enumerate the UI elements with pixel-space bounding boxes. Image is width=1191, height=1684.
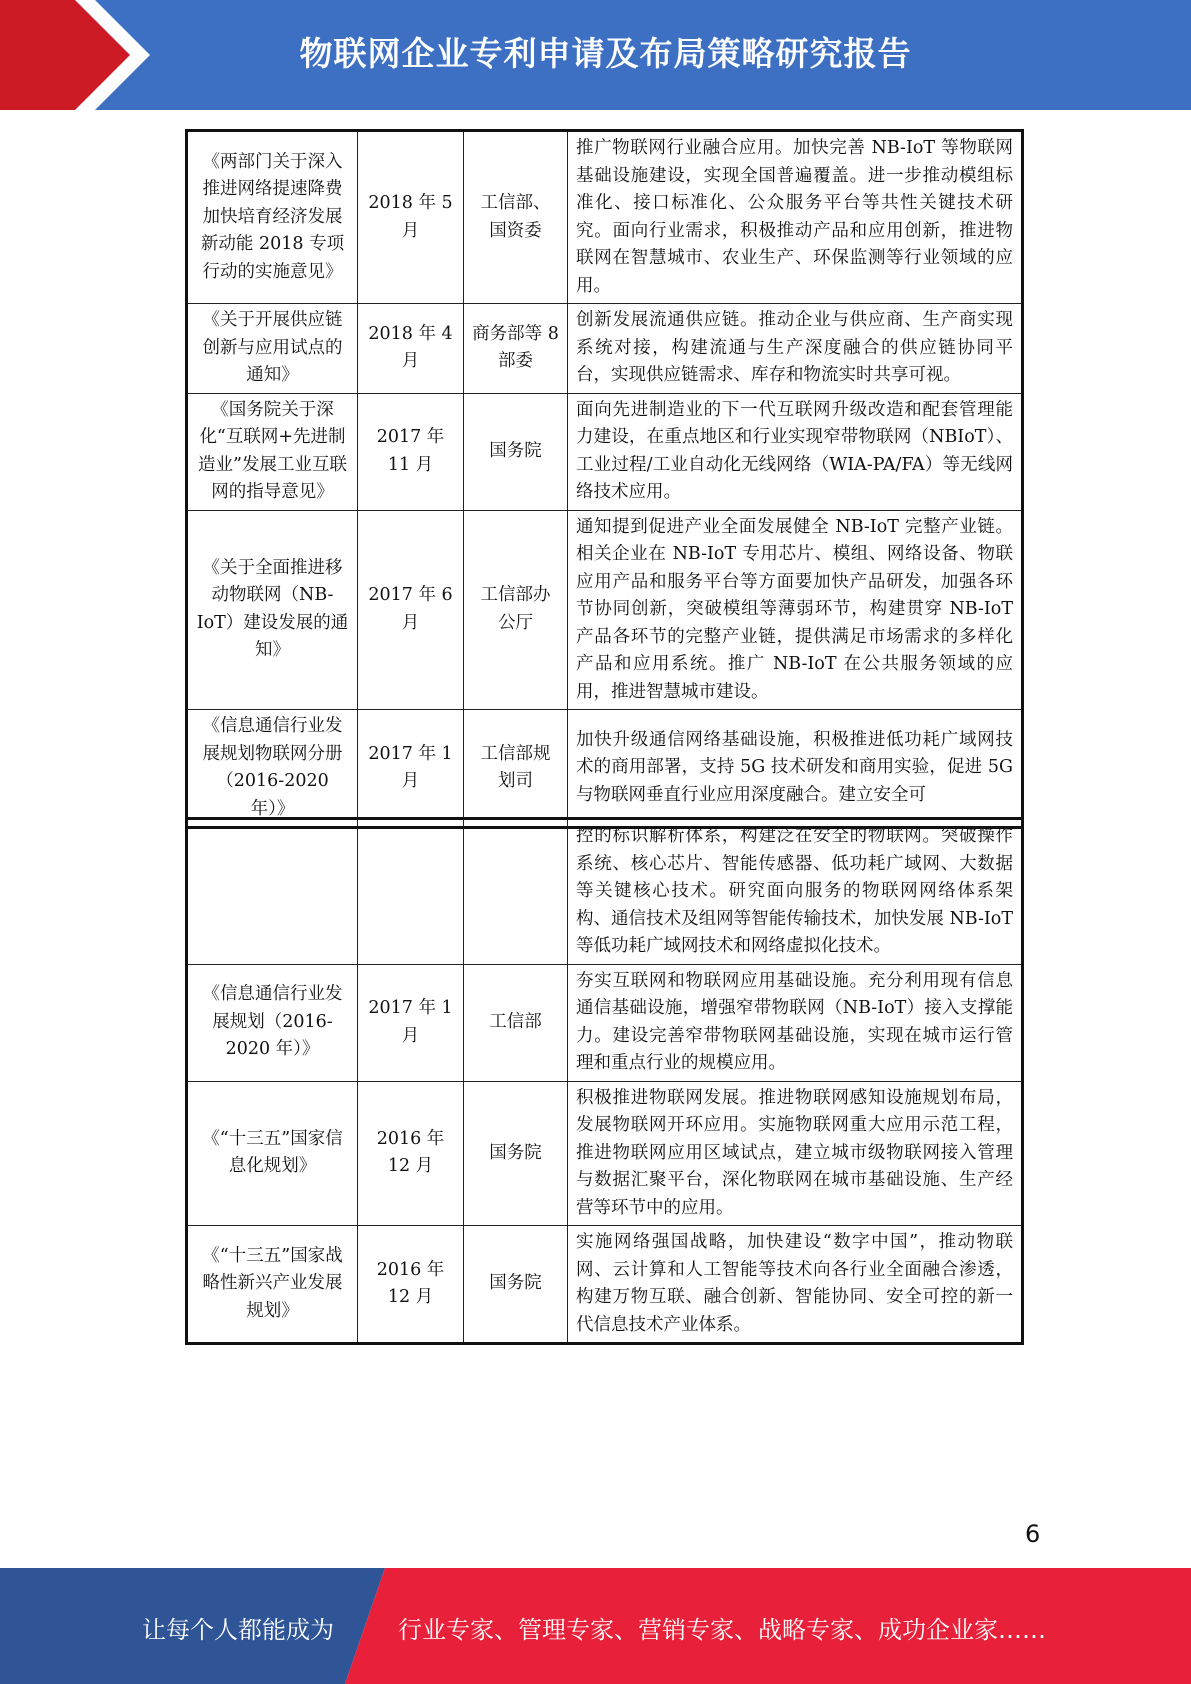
footer-slogan-right: 行业专家、管理专家、营销专家、战略专家、成功企业家…… [398,1616,1046,1644]
policy-document-name: 《关于开展供应链创新与应用试点的通知》 [187,304,358,394]
policy-content: 推广物联网行业融合应用。加快完善 NB-IoT 等物联网基础设施建设，实现全国普遍覆盖。进一步推动模组标准化、接口标准化、公众服务平台等共性关键技术研究。面向行业需求，积极推动产品和应用创新，推进物联网在智慧城市、农业生产、环保监测等行业领域的应用。 [568,131,1023,304]
table-row [187,304,1023,394]
policy-document-name: 《两部门关于深入推进网络提速降费加快培育经济发展新动能 2018 专项行动的实施意见》 [187,131,358,304]
policy-issuer [464,819,568,965]
policy-date: 2018 年 5 月 [358,131,464,304]
policy-issuer: 工信部、国资委 [464,131,568,304]
policy-content: 创新发展流通供应链。推动企业与供应商、生产商实现系统对接，构建流通与生产深度融合的供应链协同平台，实现供应链需求、库存和物流实时共享可视。 [568,304,1023,394]
report-title: 物联网企业专利申请及布局策略研究报告 [299,34,912,73]
policy-document-name: 《信息通信行业发展规划物联网分册（2016-2020 年）》 [187,710,358,828]
policy-content: 加快升级通信网络基础设施，积极推进低功耗广域网技术的商用部署，支持 5G 技术研发和商用实验，促进 5G 与物联网垂直行业应用深度融合。建立安全可 [568,710,1023,828]
page-number: 6 [1025,1520,1041,1548]
table-row [187,1081,1023,1226]
footer-slogan-left: 让每个人都能成为 [142,1616,334,1644]
table-row [187,393,1023,510]
policy-table-part2 [185,817,1024,1345]
policy-table-part1 [185,129,1024,829]
policy-content: 夯实互联网和物联网应用基础设施。充分利用现有信息通信基础设施，增强窄带物联网（NB-IoT）接入支撑能力。建设完善窄带物联网基础设施，实现在城市运行管理和重点行业的规模应用。 [568,964,1023,1081]
policy-content: 通知提到促进产业全面发展健全 NB-IoT 完整产业链。相关企业在 NB-IoT 专用芯片、模组、网络设备、物联应用产品和服务平台等方面要加快产品研发，加强各环节协同创新，突破模组等薄弱环节，构建贯穿 NB-IoT 产品各环节的完整产业链，提供满足市场需求的多样化产品和应用系统。推广 NB-IoT 在公共服务领域的应用，推进智慧城市建设。 [568,510,1023,710]
table-row [187,964,1023,1081]
policy-issuer: 工信部办公厅 [464,510,568,710]
policy-issuer: 工信部 [464,964,568,1081]
policy-document-name [187,819,358,965]
policy-date: 2016 年 12 月 [358,1081,464,1226]
policy-date: 2017 年 1 月 [358,964,464,1081]
policy-document-name: 《国务院关于深化“互联网+先进制造业”发展工业互联网的指导意见》 [187,393,358,510]
policy-document-name: 《信息通信行业发展规划（2016-2020 年）》 [187,964,358,1081]
policy-date: 2017 年 6 月 [358,510,464,710]
policy-date: 2017 年 1 月 [358,710,464,828]
policy-issuer: 工信部规划司 [464,710,568,828]
policy-date: 2018 年 4 月 [358,304,464,394]
policy-content: 控的标识解析体系，构建泛在安全的物联网。突破操作系统、核心芯片、智能传感器、低功耗广域网、大数据等关键核心技术。研究面向服务的物联网网络体系架构、通信技术及组网等智能传输技术，加快发展 NB-IoT 等低功耗广域网技术和网络虚拟化技术。 [568,819,1023,965]
policy-date: 2017 年 11 月 [358,393,464,510]
page-header [0,0,1191,110]
policy-issuer: 国务院 [464,393,568,510]
policy-document-name: 《关于全面推进移动物联网（NB-IoT）建设发展的通知》 [187,510,358,710]
table-row [187,510,1023,710]
table-row [187,819,1023,965]
policy-content: 实施网络强国战略，加快建设“数字中国”，推动物联网、云计算和人工智能等技术向各行业全面融合渗透，构建万物互联、融合创新、智能协同、安全可控的新一代信息技术产业体系。 [568,1226,1023,1344]
policy-issuer: 国务院 [464,1226,568,1344]
policy-date [358,819,464,965]
table-row [187,710,1023,828]
page-footer [0,1568,1191,1684]
policy-content: 积极推进物联网发展。推进物联网感知设施规划布局，发展物联网开环应用。实施物联网重大应用示范工程，推进物联网应用区域试点，建立城市级物联网接入管理与数据汇聚平台，深化物联网在城市基础设施、生产经营等环节中的应用。 [568,1081,1023,1226]
policy-document-name: 《“十三五”国家信息化规划》 [187,1081,358,1226]
table-row [187,131,1023,304]
policy-date: 2016 年 12 月 [358,1226,464,1344]
policy-document-name: 《“十三五”国家战略性新兴产业发展规划》 [187,1226,358,1344]
table-row [187,1226,1023,1344]
policy-issuer: 商务部等 8 部委 [464,304,568,394]
policy-content: 面向先进制造业的下一代互联网升级改造和配套管理能力建设，在重点地区和行业实现窄带物联网（NBIoT）、工业过程/工业自动化无线网络（WIA-PA/FA）等无线网络技术应用。 [568,393,1023,510]
policy-issuer: 国务院 [464,1081,568,1226]
